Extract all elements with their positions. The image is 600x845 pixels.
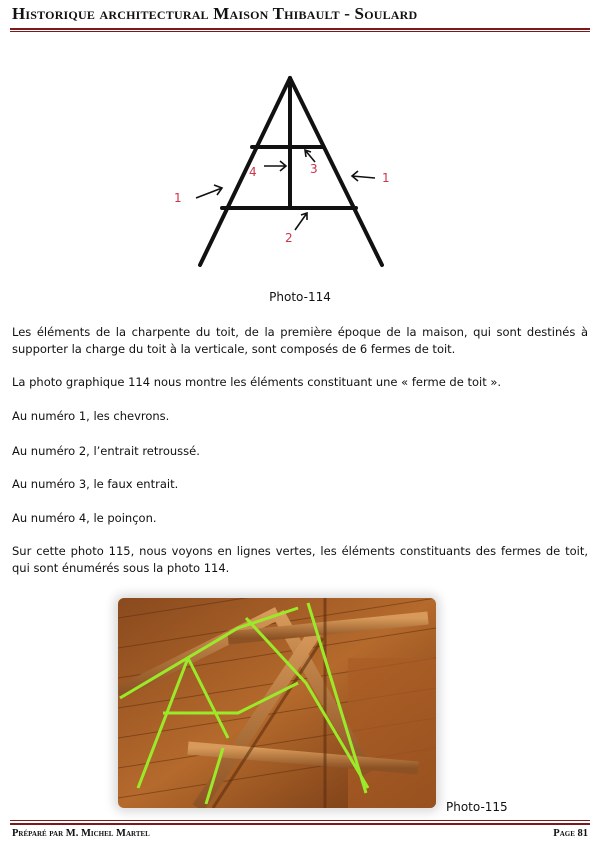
arrow-left-1 [196, 185, 222, 198]
label-1-right: 1 [382, 171, 390, 185]
arrow-3 [305, 150, 315, 162]
photo-114-caption: Photo-114 [269, 290, 331, 304]
paragraph-7: Sur cette photo 115, nous voyons en lignes vertes, les éléments constituants des fermes de toit, qui sont énumérés sous la photo 114. [12, 544, 588, 575]
label-4: 4 [249, 165, 257, 179]
arrow-4 [264, 161, 286, 171]
paragraph-3: Au numéro 1, les chevrons. [12, 409, 170, 423]
label-2: 2 [285, 231, 293, 245]
footer-page-number: Page 81 [553, 828, 588, 839]
footer-rule [10, 823, 590, 825]
paragraph-1: Les éléments de la charpente du toit, de la première époque de la maison, qui sont destinés à supporter la charge du toit à la verticale, sont composés de 6 fermes de toit. [12, 325, 588, 356]
label-3: 3 [310, 162, 318, 176]
paragraph-5: Au numéro 3, le faux entrait. [12, 477, 179, 491]
paragraph-4: Au numéro 2, l’entrait retroussé. [12, 444, 200, 458]
page-header-title: Historique architectural Maison Thibault - Soulard [12, 4, 418, 23]
roof-truss-photo-drawing [118, 598, 436, 808]
footer-rule-thin [10, 820, 590, 821]
footer-author: Préparé par M. Michel Martel [12, 828, 150, 839]
label-1-left: 1 [174, 191, 182, 205]
roof-truss-diagram [160, 70, 400, 280]
right-rafter-line [290, 78, 382, 265]
arrow-right-1 [352, 171, 375, 181]
left-rafter-line [200, 78, 290, 265]
roof-truss-photo [118, 598, 436, 808]
paragraph-2: La photo graphique 114 nous montre les éléments constituant une « ferme de toit ». [12, 375, 502, 389]
photo-115-caption: Photo-115 [446, 800, 508, 814]
header-rule [10, 28, 590, 30]
paragraph-6: Au numéro 4, le poinçon. [12, 511, 157, 525]
arrow-2 [295, 213, 307, 230]
header-rule-thin [10, 31, 590, 32]
